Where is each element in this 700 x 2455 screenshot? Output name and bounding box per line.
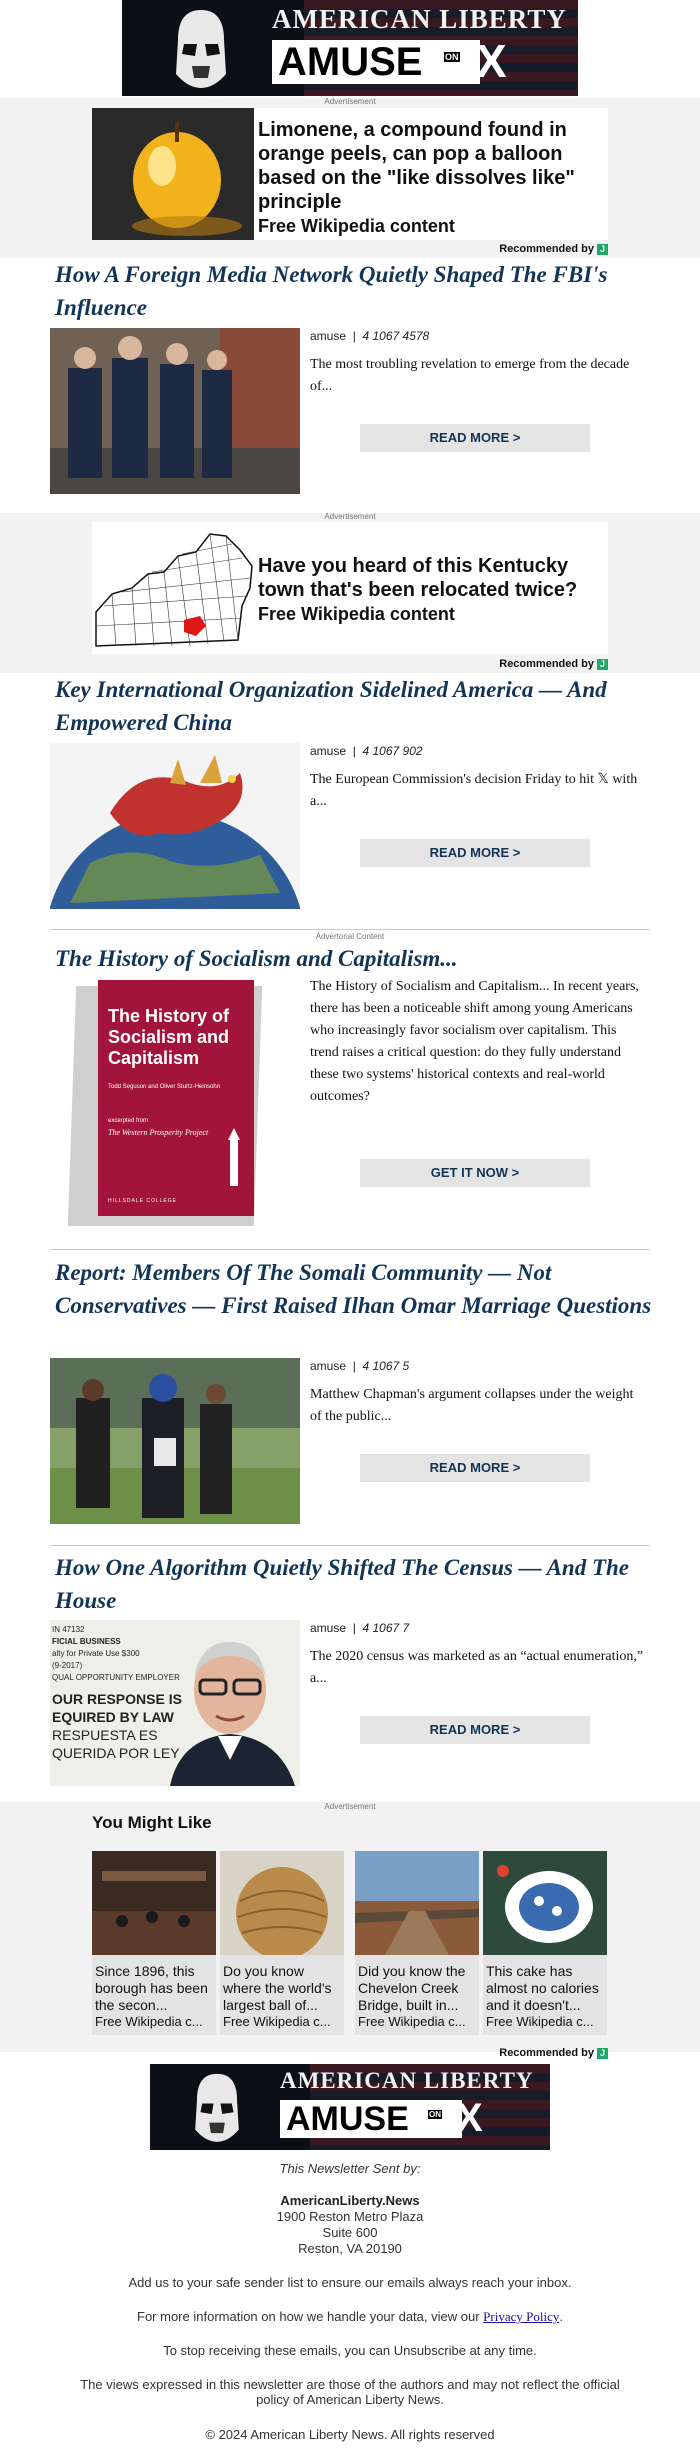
card-text: Since 1896, this borough has been the secon... bbox=[95, 1963, 208, 2013]
privacy-policy-link[interactable]: Privacy Policy bbox=[483, 2309, 560, 2324]
book-note: excerpted from bbox=[108, 1118, 149, 1124]
brand-x: X bbox=[476, 35, 507, 87]
recommendation-card[interactable] bbox=[483, 1851, 607, 2035]
footer-unsubscribe[interactable]: To stop receiving these emails, you can Unsubscribe at any time. bbox=[163, 2343, 537, 2358]
footer-address-1: 1900 Reston Metro Plaza bbox=[276, 2209, 424, 2224]
ad-source-2: Free Wikipedia content bbox=[258, 604, 455, 624]
ad-source-1: Free Wikipedia content bbox=[258, 216, 455, 236]
brand-logo-bottom[interactable] bbox=[150, 2064, 550, 2150]
ad-text-1: Limonene, a compound found in orange peels, can pop a balloon based on the "like dissolves like" principle Free Wikipedia content bbox=[258, 118, 603, 238]
advertorial-label: Advertorial Content bbox=[315, 932, 385, 941]
section-divider bbox=[50, 1249, 650, 1250]
ad-card-2[interactable] bbox=[92, 522, 608, 654]
read-more-button[interactable]: READ MORE > bbox=[360, 424, 590, 452]
get-it-now-button[interactable]: GET IT NOW > bbox=[360, 1159, 590, 1187]
brand-line2: AMUSE bbox=[278, 40, 423, 84]
recommendation-card[interactable] bbox=[220, 1851, 344, 2035]
card-source: Free Wikipedia c... bbox=[358, 2014, 466, 2029]
section-divider bbox=[50, 929, 650, 930]
ad-card-1[interactable] bbox=[92, 108, 608, 240]
article-meta: amuse | 4 1067 4578 bbox=[310, 329, 430, 343]
card-image-courtroom bbox=[92, 1851, 216, 1955]
article-meta: amuse | 4 1067 902 bbox=[310, 744, 423, 758]
article-title[interactable]: Key International Organization Sidelined America — And Empowered China bbox=[55, 677, 607, 735]
card-source: Free Wikipedia c... bbox=[95, 2014, 203, 2029]
tower-icon bbox=[224, 1128, 244, 1186]
article-excerpt: Matthew Chapman's argument collapses under the weight of the public... bbox=[310, 1387, 634, 1424]
brand-line2: AMUSE bbox=[286, 2100, 409, 2138]
book-project: The Western Prosperity Project bbox=[108, 1128, 209, 1137]
recommendation-card[interactable] bbox=[92, 1851, 216, 2035]
card-image-cake bbox=[483, 1851, 607, 1955]
article-title[interactable]: How A Foreign Media Network Quietly Shaped The FBI's Influence bbox=[55, 262, 608, 320]
brand-on: ON bbox=[445, 52, 459, 62]
article-image-dragon-globe[interactable] bbox=[50, 743, 300, 909]
ad-label: Advertisement bbox=[324, 97, 376, 106]
card-text: This cake has almost no calories and it doesn't... bbox=[486, 1963, 599, 2013]
footer-safe-sender: Add us to your safe sender list to ensure our emails always reach your inbox. bbox=[128, 2275, 572, 2290]
footer-copyright: © 2024 American Liberty News. All rights reserved bbox=[205, 2427, 495, 2442]
read-more-button[interactable]: READ MORE > bbox=[360, 1716, 590, 1744]
recommended-by-2[interactable]: Recommended by J bbox=[499, 658, 608, 670]
book-title: The History of Socialism and Capitalism bbox=[108, 1006, 230, 1068]
article-meta: amuse | 4 1067 5 bbox=[310, 1359, 410, 1373]
footer-sent-by: This Newsletter Sent by: bbox=[279, 2161, 421, 2176]
article-excerpt: The most troubling revelation to emerge from the decade of... bbox=[310, 357, 630, 394]
recommendation-card[interactable] bbox=[355, 1851, 479, 2035]
section-divider bbox=[50, 1545, 650, 1546]
card-image-ball bbox=[220, 1851, 344, 1955]
brand-logo-top[interactable] bbox=[122, 0, 578, 96]
read-more-button[interactable]: READ MORE > bbox=[360, 1454, 590, 1482]
census-form-text: IN 47132 FICIAL BUSINESS alty for Private Use $300 (9-2017) QUAL OPPORTUNITY EMPLOYER OUR RESPONSE IS EQUIRED BY LAW RESPUESTA ES QUERIDA POR LEY bbox=[52, 1625, 182, 1761]
article-image-agents[interactable] bbox=[50, 328, 300, 494]
article-excerpt: The 2020 census was marketed as an “actual enumeration,” a... bbox=[310, 1649, 644, 1686]
card-text: Do you know where the world's largest ball of... bbox=[223, 1963, 332, 2013]
book-cover[interactable] bbox=[64, 978, 259, 1226]
article-excerpt: The European Commission's decision Friday to hit 𝕏 with a... bbox=[310, 772, 638, 809]
article-meta: amuse | 4 1067 7 bbox=[310, 1621, 410, 1635]
ad-label: Advertisement bbox=[324, 512, 376, 521]
you-might-like-title: You Might Like bbox=[92, 1813, 212, 1832]
book-front bbox=[98, 980, 254, 1216]
trooper-helmet-icon bbox=[170, 4, 232, 92]
card-text: Did you know the Chevelon Creek Bridge, built in... bbox=[358, 1963, 466, 2013]
recommended-by-3[interactable]: Recommended by J bbox=[499, 2047, 608, 2059]
footer-disclaimer: The views expressed in this newsletter are those of the authors and may not reflect the official policy of American Liberty News. bbox=[80, 2377, 620, 2407]
brand-on: ON bbox=[429, 2110, 441, 2119]
footer-privacy: For more information on how we handle your data, view our Privacy Policy. bbox=[137, 2309, 563, 2324]
book-authors: Todd Seguson and Oliver Sturtz-Heinsohn bbox=[108, 1084, 221, 1090]
brand-line1: AMERICAN LIBERTY bbox=[280, 2068, 534, 2093]
card-source: Free Wikipedia c... bbox=[486, 2014, 594, 2029]
brand-line1: AMERICAN LIBERTY bbox=[272, 4, 567, 34]
card-source: Free Wikipedia c... bbox=[223, 2014, 331, 2029]
read-more-button[interactable]: READ MORE > bbox=[360, 839, 590, 867]
advertorial-title[interactable]: The History of Socialism and Capitalism... bbox=[55, 946, 458, 971]
footer-address-2: Suite 600 bbox=[322, 2225, 378, 2240]
article-title[interactable]: Report: Members Of The Somali Community — Not Conservatives — First Raised Ilhan Omar Marriage Questions bbox=[55, 1260, 652, 1318]
article-image-census[interactable] bbox=[50, 1620, 300, 1786]
recommender-logo-icon: J bbox=[597, 659, 608, 670]
recommended-by-1[interactable]: Recommended by J bbox=[499, 243, 608, 255]
ad-text-2: Have you heard of this Kentucky town that's been relocated twice? Free Wikipedia content bbox=[258, 554, 603, 626]
ad-label: Advertisement bbox=[324, 1802, 376, 1811]
ad-image-apple bbox=[92, 108, 254, 240]
article-image-ilhan-omar[interactable] bbox=[50, 1358, 300, 1524]
book-footer: HILLSDALE COLLEGE bbox=[108, 1198, 177, 1204]
advertorial-text: The History of Socialism and Capitalism... In recent years, there has been a noticeable shift among young Americans who increasingly favor socialism over capitalism. This trend raises a critical question: do they fully understand these two systems' historical contexts and real-world outcomes? bbox=[310, 979, 639, 1104]
card-image-bridge bbox=[355, 1851, 479, 1955]
footer-address-3: Reston, VA 20190 bbox=[298, 2241, 402, 2256]
brand-x: X bbox=[456, 2096, 483, 2140]
man-portrait bbox=[50, 1620, 300, 1786]
recommender-logo-icon: J bbox=[597, 2048, 608, 2059]
recommender-logo-icon: J bbox=[597, 244, 608, 255]
article-title[interactable]: How One Algorithm Quietly Shifted The Census — And The House bbox=[55, 1555, 630, 1613]
footer-org: AmericanLiberty.News bbox=[280, 2193, 420, 2208]
ad-image-kentucky-map bbox=[92, 522, 254, 654]
trooper-helmet-icon bbox=[190, 2068, 244, 2146]
